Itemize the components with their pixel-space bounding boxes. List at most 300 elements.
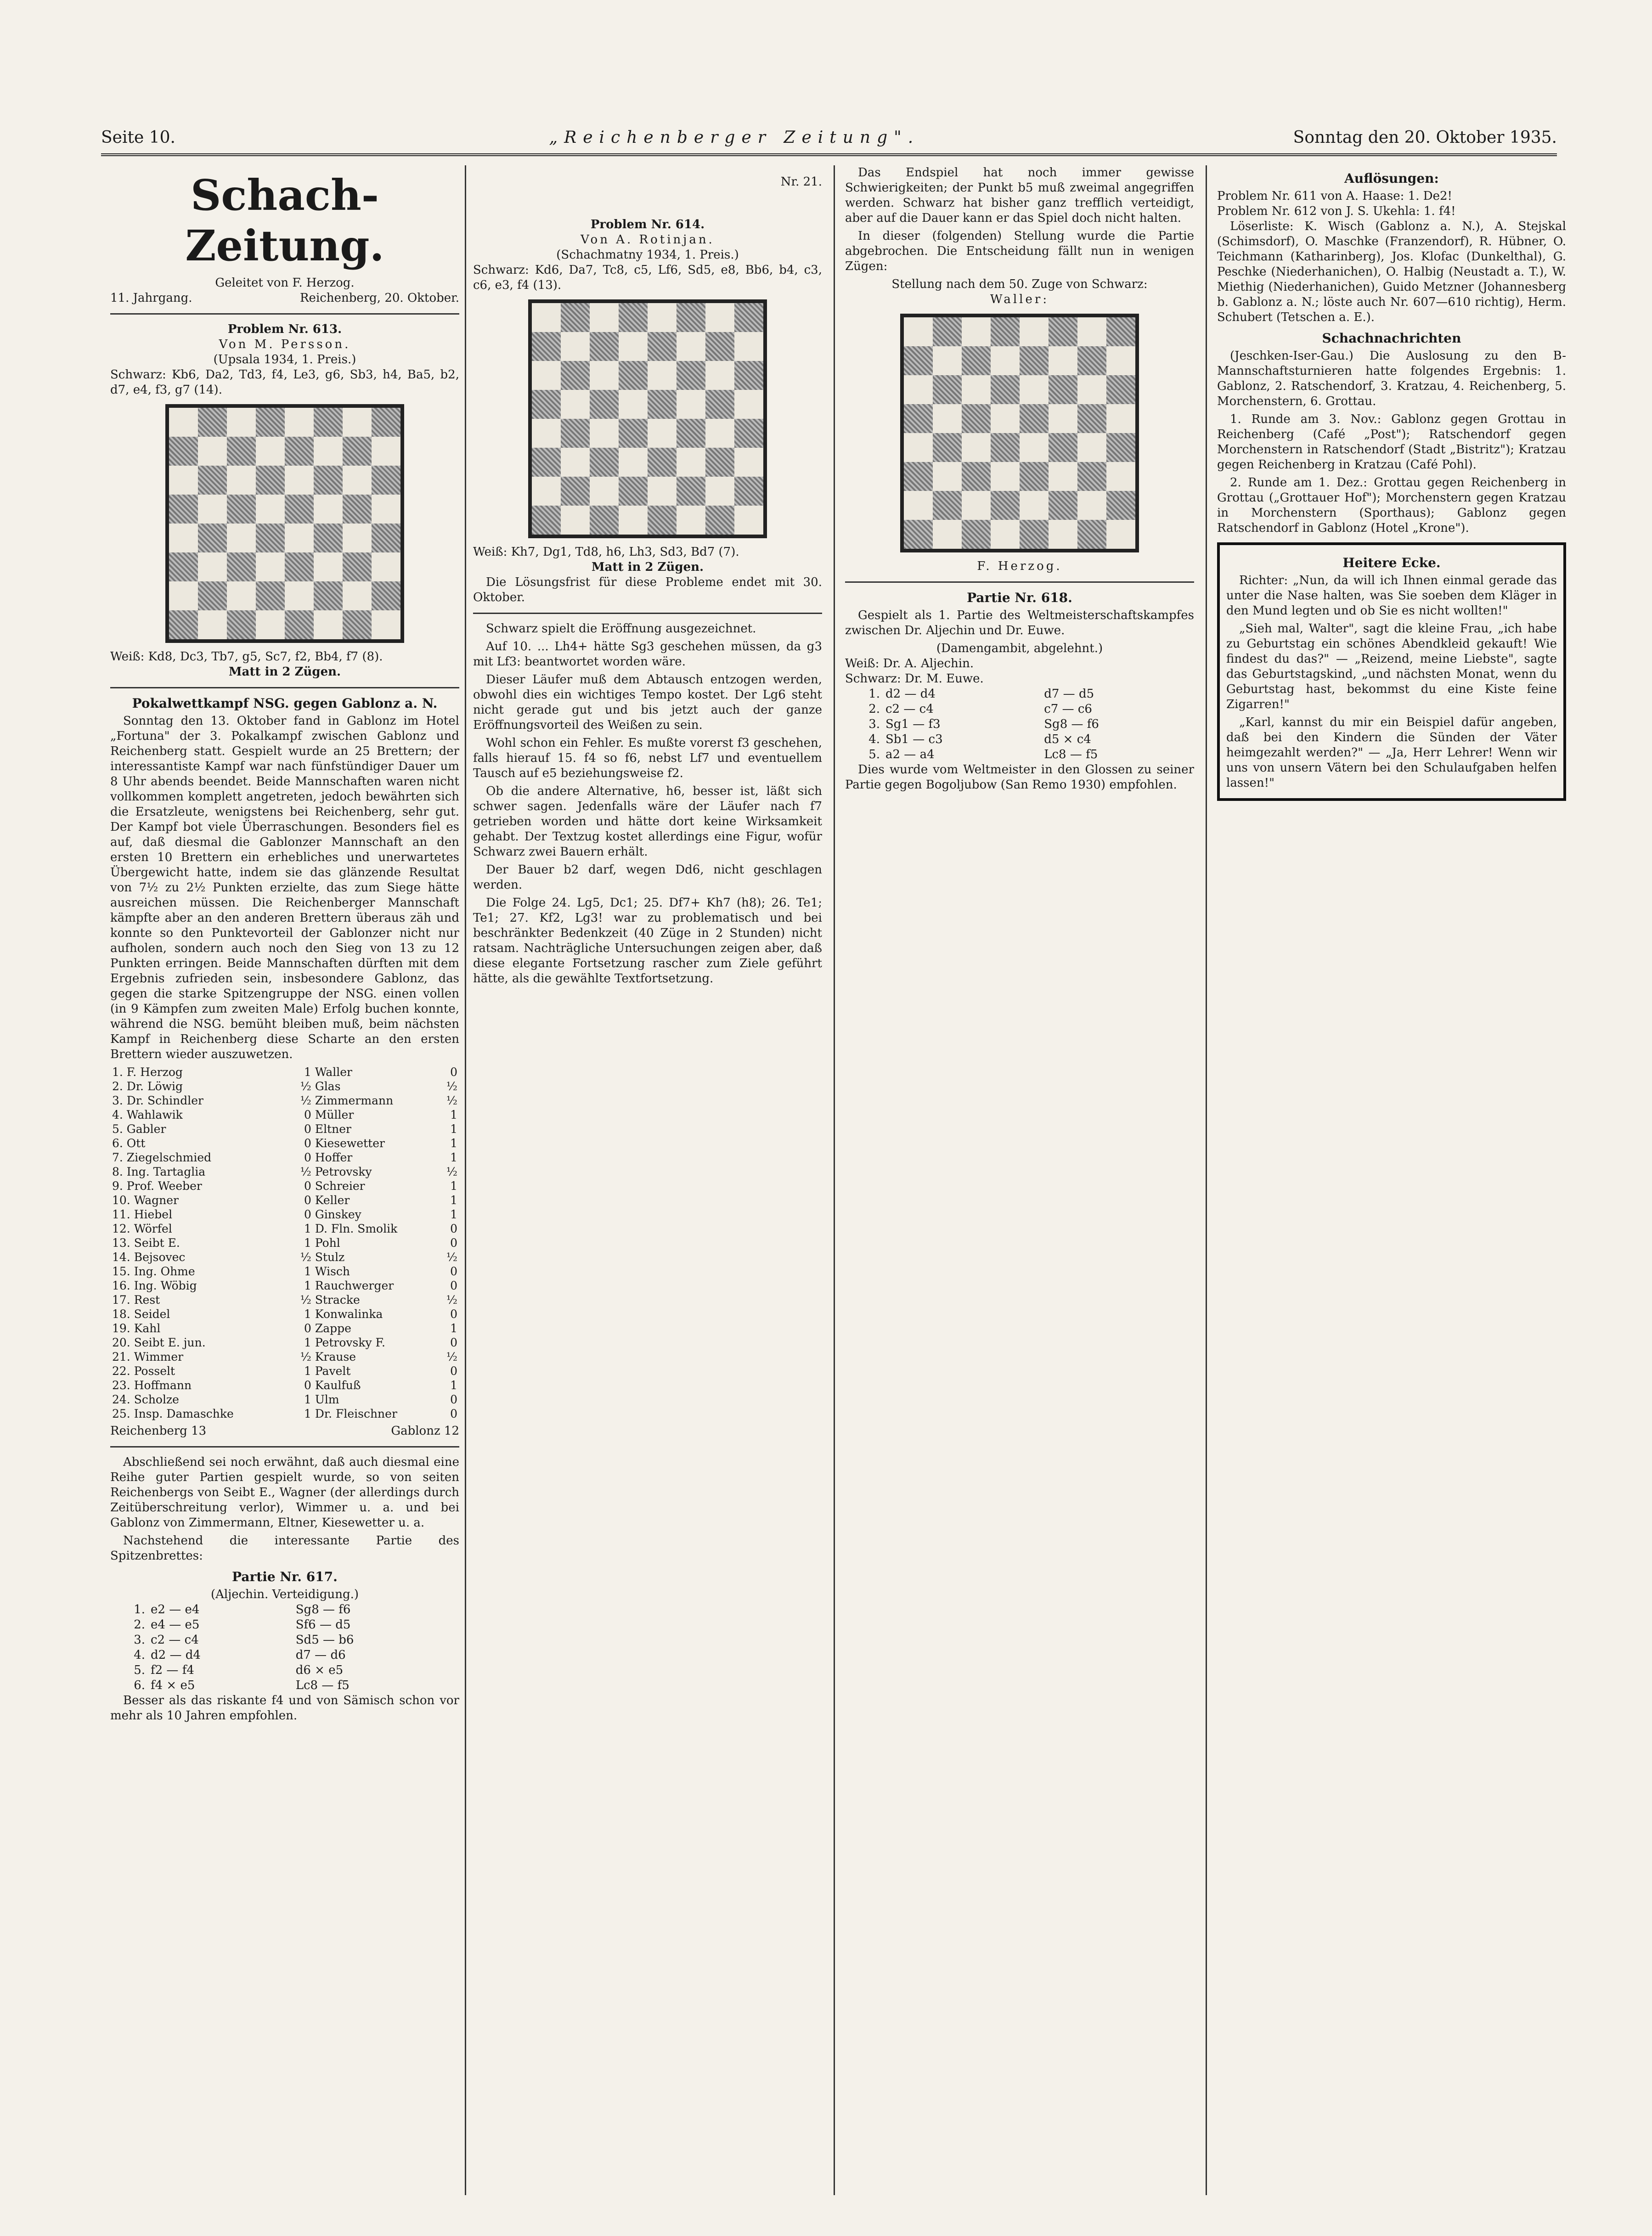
section-title: Schach-Zeitung. (185, 170, 384, 270)
score-cell: ½ (446, 1080, 457, 1093)
board-square (1106, 404, 1135, 433)
board-square (256, 495, 285, 524)
move-cell: d5 × c4 (1044, 732, 1091, 746)
board-square (962, 375, 991, 404)
board-square (169, 552, 198, 581)
issue-number-row (473, 175, 822, 190)
board-square (343, 437, 372, 466)
score-cell: 1 (450, 1108, 457, 1121)
board-square (227, 437, 256, 466)
board-square (198, 581, 227, 610)
move-cell: 2. (868, 702, 880, 716)
game-618-subtitle: Gespielt als 1. Partie des Weltmeisterschaftskampfes zwischen Dr. Aljechin und Dr. Euwe. (845, 608, 1194, 637)
board-square (227, 524, 256, 552)
score-cell: 1. F. Herzog (112, 1065, 183, 1079)
board-square (343, 495, 372, 524)
score-cell: 8. Ing. Tartaglia (112, 1165, 206, 1178)
move-cell: 2. (134, 1618, 145, 1632)
score-cell: ½ (300, 1350, 311, 1363)
move-cell: d7 — d6 (295, 1648, 346, 1662)
score-cell: 0 (450, 1393, 457, 1406)
board-square (705, 303, 734, 332)
board-square (619, 506, 648, 535)
board-square (372, 610, 400, 639)
board-square (590, 332, 619, 361)
board-square (169, 524, 198, 552)
score-cell: Glas (315, 1080, 341, 1093)
board-square (561, 419, 590, 448)
board-square (285, 581, 314, 610)
score-cell: Rauchwerger (315, 1279, 394, 1292)
score-row (110, 1378, 459, 1392)
score-cell: 24. Scholze (112, 1393, 179, 1406)
score-cell: 6. Ott (112, 1137, 146, 1150)
board-square (532, 390, 561, 419)
board-square (343, 466, 372, 495)
score-row (110, 1250, 459, 1264)
board-square (372, 552, 400, 581)
editor-line: Geleitet von F. Herzog. (215, 276, 355, 290)
score-cell: Schreier (315, 1179, 365, 1193)
board-square (677, 477, 705, 506)
board-square (285, 610, 314, 639)
score-cell: Kaulfuß (315, 1379, 361, 1392)
board-square (1020, 520, 1049, 549)
score-cell: 1 (450, 1137, 457, 1150)
board-square (1020, 317, 1049, 346)
page-header (101, 115, 1557, 156)
board-square (991, 491, 1020, 520)
score-row (110, 1279, 459, 1293)
score-row (110, 1335, 459, 1350)
board-square (1106, 491, 1135, 520)
board-square (1049, 433, 1077, 462)
board-square (904, 346, 933, 375)
move-row (845, 702, 1194, 717)
score-cell: 1 (304, 1222, 311, 1235)
board-square (1049, 346, 1077, 375)
board-square (285, 437, 314, 466)
score-cell: 1 (304, 1364, 311, 1378)
move-cell: 4. (868, 732, 880, 746)
move-cell: d7 — d5 (1044, 687, 1094, 701)
problem-613-task: Matt in 2 Zügen. (228, 665, 341, 679)
board-square (1049, 462, 1077, 491)
adjourned-note: In dieser (folgenden) Stellung wurde die Partie abgebrochen. Die Entscheidung fällt nun in wenigen Zügen: (845, 229, 1194, 273)
board-square (648, 477, 677, 506)
board-square (1077, 375, 1106, 404)
board-square (904, 433, 933, 462)
move-cell: a2 — a4 (885, 748, 935, 761)
board-square (227, 408, 256, 437)
board-square (227, 495, 256, 524)
board-square (590, 419, 619, 448)
board-square (198, 437, 227, 466)
score-cell: Konwalinka (315, 1307, 383, 1321)
board-square (372, 524, 400, 552)
score-row (110, 1079, 459, 1093)
move-row (845, 747, 1194, 762)
game-617-note: Besser als das riskante f4 und von Sämisch schon vor mehr als 10 Jahren empfohlen. (110, 1694, 459, 1723)
move-cell: 3. (868, 717, 880, 731)
score-row (110, 1293, 459, 1307)
board-square (705, 332, 734, 361)
board-square (314, 495, 343, 524)
board-square (1049, 520, 1077, 549)
board-square (1020, 346, 1049, 375)
white-player: Weiß: Dr. A. Aljechin. (845, 657, 974, 670)
score-cell: ½ (446, 1165, 457, 1178)
score-cell: ½ (300, 1165, 311, 1178)
score-row (110, 1236, 459, 1250)
board-square (590, 506, 619, 535)
problem-614-author: Von A. Rotinjan. (581, 233, 715, 247)
board-square (256, 437, 285, 466)
news-title: Schachnachrichten (1322, 331, 1461, 346)
board-square (1049, 491, 1077, 520)
score-cell: D. Fln. Smolik (315, 1222, 398, 1235)
score-cell: 1 (304, 1393, 311, 1406)
board-square (343, 524, 372, 552)
game-618-opening: (Damengambit, abgelehnt.) (936, 642, 1103, 655)
score-row (110, 1407, 459, 1421)
score-cell: 1 (304, 1065, 311, 1079)
score-row (110, 1222, 459, 1236)
score-cell: 0 (450, 1236, 457, 1250)
board-square (343, 408, 372, 437)
board-square (198, 610, 227, 639)
game-617-intro: Nachstehend die interessante Partie des Spitzenbrettes: (110, 1534, 459, 1563)
issue-number: Nr. 21. (780, 175, 822, 189)
volume: 11. Jahrgang. (110, 291, 192, 305)
score-cell: Krause (315, 1350, 356, 1363)
move-cell: f2 — f4 (151, 1663, 194, 1677)
problem-613-black: Schwarz: Kb6, Da2, Td3, f4, Le3, g6, Sb3, h4, Ba5, b2, d7, e4, f3, g7 (14). (110, 368, 459, 397)
board-square (648, 419, 677, 448)
board-square (677, 448, 705, 477)
score-cell: 0 (304, 1108, 311, 1121)
score-row (110, 1093, 459, 1108)
score-table (110, 1065, 459, 1421)
board-square (677, 419, 705, 448)
game-617-opening: (Aljechin. Verteidigung.) (210, 1588, 359, 1601)
board-square (1106, 346, 1135, 375)
board-square (933, 462, 962, 491)
board-square (1106, 520, 1135, 549)
move-cell: 5. (868, 748, 880, 761)
board-square (962, 404, 991, 433)
match-title: Pokalwettkampf NSG. gegen Gablonz a. N. (132, 696, 438, 711)
score-cell: 0 (304, 1379, 311, 1392)
board-square (314, 610, 343, 639)
board-square (532, 506, 561, 535)
score-cell: Stulz (315, 1250, 345, 1264)
board-square (619, 303, 648, 332)
board-square (904, 462, 933, 491)
score-cell: 1 (450, 1322, 457, 1335)
score-cell: 0 (450, 1222, 457, 1235)
score-cell: 21. Wimmer (112, 1350, 184, 1363)
score-cell: ½ (446, 1293, 457, 1307)
board-square (734, 448, 763, 477)
move-cell: 1. (868, 687, 880, 701)
move-cell: Sd5 — b6 (295, 1633, 354, 1647)
score-cell: 2. Dr. Löwig (112, 1080, 183, 1093)
move-row (110, 1678, 459, 1693)
board-square (904, 375, 933, 404)
score-cell: 16. Ing. Wöbig (112, 1279, 197, 1292)
score-cell: 0 (450, 1065, 457, 1079)
board-square (1077, 404, 1106, 433)
board-square (705, 506, 734, 535)
board-square (1077, 317, 1106, 346)
score-cell: 0 (304, 1137, 311, 1150)
problem-613-white: Weiß: Kd8, Dc3, Tb7, g5, Sc7, f2, Bb4, f7 (8). (110, 650, 383, 664)
board-square (198, 524, 227, 552)
problem-614-task: Matt in 2 Zügen. (591, 560, 704, 574)
score-row (110, 1307, 459, 1321)
column-4 (1217, 165, 1566, 2195)
board-square (677, 361, 705, 390)
board-square (1077, 491, 1106, 520)
board-square (991, 520, 1020, 549)
divider (845, 581, 1194, 583)
move-cell: Sb1 — c3 (885, 732, 943, 746)
board-square (532, 477, 561, 506)
score-cell: Pavelt (315, 1364, 351, 1378)
board-square (285, 495, 314, 524)
board-square (933, 491, 962, 520)
board-square (991, 317, 1020, 346)
board-square (343, 581, 372, 610)
board-square (532, 361, 561, 390)
divider (110, 687, 459, 688)
board-square (648, 448, 677, 477)
score-cell: Zimmermann (315, 1094, 394, 1107)
score-cell: 1 (304, 1407, 311, 1420)
score-cell: 0 (450, 1265, 457, 1278)
move-row (110, 1602, 459, 1617)
board-square (1106, 375, 1135, 404)
move-row (845, 717, 1194, 732)
move-cell: Lc8 — f5 (295, 1678, 350, 1692)
score-cell: 11. Hiebel (112, 1208, 173, 1221)
divider (110, 1446, 459, 1447)
board-square (705, 448, 734, 477)
board-square (1049, 375, 1077, 404)
move-cell: 6. (134, 1678, 145, 1692)
board-square (343, 610, 372, 639)
board-square (991, 404, 1020, 433)
board-square (962, 520, 991, 549)
board-square (561, 332, 590, 361)
round-1: 1. Runde am 3. Nov.: Gablonz gegen Grottau in Reichenberg (Café „Post"); Ratschendorf gegen Morchenstern in Ratschendorf (Stadt „Bistritz"); Kratzau gegen Reichenberg in Kratzau (Café Pohl). (1217, 412, 1566, 472)
board-square (619, 419, 648, 448)
game-618-title: Partie Nr. 618. (967, 590, 1072, 605)
board-square (705, 419, 734, 448)
board-square (962, 317, 991, 346)
board-square (991, 462, 1020, 491)
news-text: (Jeschken-Iser-Gau.) Die Auslosung zu den B-Mannschaftsturnieren hatte folgendes Ergebnis: 1. Gablonz, 2. Ratschendorf, 3. Kratzau, 4. Reichenberg, 5. Morchenstern, 6. Grottau. (1217, 349, 1566, 408)
score-cell: 25. Insp. Damaschke (112, 1407, 234, 1420)
humor-item: „Karl, kannst du mir ein Beispiel dafür angeben, daß bei den Kindern die Sünden der Väter heimgezahlt werden?" — „Ja, Herr Lehrer! Wenn wir uns von unsern Vätern bei den Schulaufgaben helfen lassen!" (1226, 715, 1557, 790)
board-square (169, 610, 198, 639)
score-cell: ½ (300, 1250, 311, 1264)
divider (473, 613, 822, 614)
score-cell: 1 (304, 1236, 311, 1250)
board-square (962, 462, 991, 491)
board-square (677, 506, 705, 535)
score-cell: 12. Wörfel (112, 1222, 172, 1235)
score-cell: 1 (450, 1379, 457, 1392)
score-cell: 10. Wagner (112, 1194, 179, 1207)
board-square (991, 375, 1020, 404)
board-square (904, 520, 933, 549)
score-cell: 1 (304, 1307, 311, 1321)
solution-612: Problem Nr. 612 von J. S. Ukehla: 1. f4! (1217, 204, 1456, 218)
total-reichenberg: Reichenberg 13 (110, 1424, 207, 1438)
board-square (590, 303, 619, 332)
annotation: Der Bauer b2 darf, wegen Dd6, nicht geschlagen werden. (473, 863, 822, 892)
board-square (256, 466, 285, 495)
problem-613-author: Von M. Persson. (219, 338, 351, 351)
board-square (904, 317, 933, 346)
score-cell: Zappe (315, 1322, 351, 1335)
board-square (372, 466, 400, 495)
board-square (227, 466, 256, 495)
board-square (372, 495, 400, 524)
score-cell: Müller (315, 1108, 354, 1121)
score-cell: Petrovsky (315, 1165, 372, 1178)
move-cell: 1. (134, 1603, 145, 1616)
move-list (110, 1602, 459, 1693)
board-square (590, 361, 619, 390)
score-cell: Petrovsky F. (315, 1336, 385, 1349)
chess-diagram (165, 404, 404, 643)
board-square (933, 317, 962, 346)
board-square (227, 610, 256, 639)
board-square (561, 361, 590, 390)
board-square (648, 390, 677, 419)
score-row (110, 1392, 459, 1407)
solutions-title: Auflösungen: (1344, 171, 1439, 186)
score-cell: 22. Posselt (112, 1364, 175, 1378)
score-cell: 7. Ziegelschmied (112, 1151, 212, 1164)
score-cell: ½ (446, 1094, 457, 1107)
board-square (314, 552, 343, 581)
match-report: Sonntag den 13. Oktober fand in Gablonz im Hotel „Fortuna" der 3. Pokalkampf zwischen Gablonz und Reichenberg statt. Gespielt wurde an 25 Brettern; der interessantiste Kampf war nach fünfstündiger Dauer um 8 Uhr abends beendet. Beide Mannschaften waren nicht vollkommen komplett angetreten, jedoch bewährten sich die Ersatzleute, wenigstens bei Reichenberg, sehr gut. Der Kampf bot viele Überraschungen. Besonders fiel es auf, daß diesmal die Gablonzer Mannschaft an den ersten 10 Brettern ein erhebliches und unerwartetes Übergewicht hatte, indem sie das glänzende Resultat von 7½ zu 2½ Punkten erzielte, das zum Siege hätte ausreichen müssen. Die Reichenberger Mannschaft kämpfte aber an den anderen Brettern überaus zäh und konnte so den Punktevorteil der Gablonzer nicht nur aufholen, sondern auch noch den Sieg von 13 zu 12 Punkten erringen. Beide Mannschaften dürften mit dem Ergebnis zufrieden sein, insbesondere Gablonz, das gegen die starke Spitzengruppe der NSG. einen vollen (in 9 Kämpfen zum zweiten Male) Erfolg buchen konnte, während die NSG. bemüht bleiben muß, beim nächsten Kampf in Reichenberg diese Scharte an den ersten Brettern wieder auszuwetzen. (110, 714, 459, 1061)
board-square (561, 390, 590, 419)
board-square (1106, 462, 1135, 491)
board-square (962, 491, 991, 520)
score-cell: Wisch (315, 1265, 350, 1278)
move-row (110, 1633, 459, 1648)
board-square (256, 581, 285, 610)
board-square (256, 524, 285, 552)
move-row (845, 687, 1194, 702)
score-row (110, 1122, 459, 1136)
problem-614-white: Weiß: Kh7, Dg1, Td8, h6, Lh3, Sd3, Bd7 (7). (473, 545, 739, 559)
score-cell: 1 (450, 1151, 457, 1164)
board-square (169, 466, 198, 495)
board-square (648, 361, 677, 390)
board-square (1020, 375, 1049, 404)
chess-diagram (528, 299, 767, 538)
board-square (1020, 491, 1049, 520)
move-cell: f4 × e5 (151, 1678, 195, 1692)
score-row (110, 1207, 459, 1222)
board-square (532, 419, 561, 448)
column-rule (834, 165, 835, 2195)
score-cell: 1 (450, 1179, 457, 1193)
board-square (677, 332, 705, 361)
solution-611: Problem Nr. 611 von A. Haase: 1. De2! (1217, 189, 1452, 203)
move-row (845, 732, 1194, 747)
move-cell: 4. (134, 1648, 145, 1662)
board-square (532, 303, 561, 332)
score-cell: Stracke (315, 1293, 360, 1307)
diagram-author: F. Herzog. (977, 559, 1062, 573)
score-cell: 1 (450, 1208, 457, 1221)
score-cell: Ulm (315, 1393, 339, 1406)
score-cell: 0 (304, 1208, 311, 1221)
score-cell: ½ (446, 1350, 457, 1363)
move-cell: d2 — d4 (151, 1648, 201, 1662)
board-square (1049, 404, 1077, 433)
page-number: Seite 10. (101, 128, 175, 147)
board-square (734, 477, 763, 506)
board-square (198, 408, 227, 437)
board-square (169, 437, 198, 466)
score-row (110, 1264, 459, 1279)
board-square (198, 552, 227, 581)
annotation: Dieser Läufer muß dem Abtausch entzogen werden, obwohl dies ein wichtiges Tempo kostet. Der Lg6 steht nicht gerade gut und bis jetzt auch der ganze Eröffnungsvorteil des Weißen zu sein. (473, 673, 822, 732)
score-cell: 18. Seidel (112, 1307, 170, 1321)
move-row (110, 1663, 459, 1678)
board-square (734, 332, 763, 361)
board-square (933, 433, 962, 462)
score-cell: Ginskey (315, 1208, 361, 1221)
board-square (1106, 317, 1135, 346)
total-gablonz: Gablonz 12 (391, 1424, 459, 1438)
diagram-caption: Stellung nach dem 50. Zuge von Schwarz: (891, 277, 1148, 291)
board-square (372, 581, 400, 610)
board-square (1106, 433, 1135, 462)
score-cell: 3. Dr. Schindler (112, 1094, 204, 1107)
score-cell: 5. Gabler (112, 1122, 166, 1136)
score-row (110, 1165, 459, 1179)
board-square (705, 361, 734, 390)
score-row (110, 1364, 459, 1378)
board-square (933, 375, 962, 404)
board-square (734, 361, 763, 390)
score-cell: 1 (450, 1122, 457, 1136)
board-square (314, 524, 343, 552)
endgame-note: Das Endspiel hat noch immer gewisse Schwierigkeiten; der Punkt b5 muß zweimal angegriffen werden. Schwarz hat bisher ganz trefflich verteidigt, aber auf die Dauer kann er das Spiel doch nicht halten. (845, 166, 1194, 225)
board-square (314, 408, 343, 437)
chess-diagram (900, 314, 1139, 552)
game-617-title: Partie Nr. 617. (232, 1569, 338, 1584)
divider (110, 313, 459, 315)
board-square (619, 477, 648, 506)
score-cell: Keller (315, 1194, 350, 1207)
board-square (991, 433, 1020, 462)
score-cell: 23. Hoffmann (112, 1379, 192, 1392)
board-square (372, 437, 400, 466)
newspaper-name: „Reichenberger Zeitung". (549, 128, 920, 147)
move-cell: Sf6 — d5 (295, 1618, 351, 1632)
problem-614-black: Schwarz: Kd6, Da7, Tc8, c5, Lf6, Sd5, e8, Bb6, b4, c3, c6, e3, f4 (13). (473, 263, 822, 292)
